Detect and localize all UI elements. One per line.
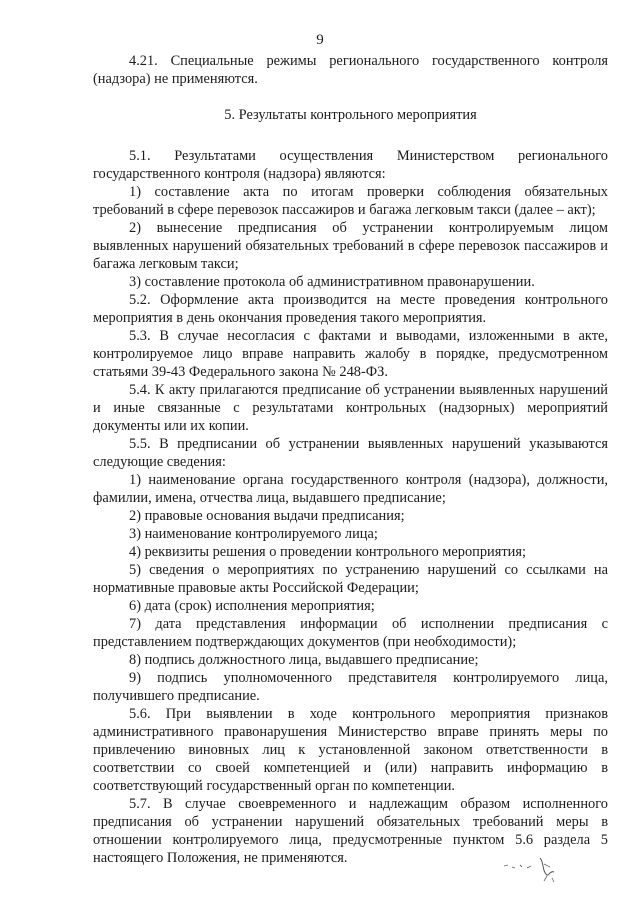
- section-heading: 5. Результаты контрольного мероприятия: [224, 107, 477, 123]
- list-item: 1) наименование органа государственного контроля (надзора), должности, фамилии, имена, отчества лица, выдавшего предписание;: [93, 472, 608, 506]
- list-item: 8) подпись должностного лица, выдавшего предписание;: [129, 652, 479, 668]
- paragraph-5-5: 5.5. В предписании об устранении выявленных нарушений указываются следующие сведения:: [93, 436, 608, 470]
- paragraph-5-3: 5.3. В случае несогласия с фактами и выводами, изложенными в акте, контролируемое лицо вправе направить жалобу в порядке, предусмотренном статьями 39-43 Федерального закона № 248-ФЗ.: [93, 328, 608, 380]
- list-item: 7) дата представления информации об исполнении предписания с представлением подтверждающих документов (при необходимости);: [93, 616, 608, 650]
- prescription-details-list: [93, 471, 608, 705]
- list-item: 2) правовые основания выдачи предписания;: [129, 508, 405, 524]
- paragraph-5-7: 5.7. В случае своевременного и надлежащим образом исполненного предписания об устранении нарушений обязательных требований меры в отношении контролируемого лица, предусмотренные пунктом 5.6 раздела 5 настоящего Положения, не применяются.: [93, 796, 608, 866]
- paragraph-5-1: 5.1. Результатами осуществления Министерством регионального государственного контроля (надзора) являются:: [93, 148, 608, 182]
- results-list: [93, 183, 608, 291]
- paragraph-5-2: 5.2. Оформление акта производится на месте проведения контрольного мероприятия в день окончания проведения такого мероприятия.: [93, 292, 608, 326]
- list-item: 1) составление акта по итогам проверки соблюдения обязательных требований в сфере перевозок пассажиров и багажа легковым такси (далее – акт);: [93, 184, 608, 218]
- list-item: 5) сведения о мероприятиях по устранению нарушений со ссылками на нормативные правовые акты Российской Федерации;: [93, 562, 608, 596]
- list-item: 6) дата (срок) исполнения мероприятия;: [129, 598, 375, 614]
- paragraph-4-21: 4.21. Специальные режимы регионального государственного контроля (надзора) не применяются.: [93, 53, 608, 87]
- page-number: 9: [316, 32, 324, 48]
- document-body: [93, 52, 608, 867]
- list-item: 4) реквизиты решения о проведении контрольного мероприятия;: [129, 544, 526, 560]
- paragraph-5-4: 5.4. К акту прилагаются предписание об устранении выявленных нарушений и иные связанные с результатами контрольных (надзорных) мероприятий документы или их копии.: [93, 382, 608, 434]
- list-item: 3) наименование контролируемого лица;: [129, 526, 378, 542]
- list-item: 9) подпись уполномоченного представителя контролируемого лица, получившего предписание.: [93, 670, 608, 704]
- list-item: 2) вынесение предписания об устранении контролируемым лицом выявленных нарушений обязательных требований в сфере перевозок пассажиров и багажа легковым такси;: [93, 220, 608, 272]
- signature-mark: [500, 852, 566, 886]
- list-item: 3) составление протокола об административном правонарушении.: [129, 274, 535, 290]
- paragraph-5-6: 5.6. При выявлении в ходе контрольного мероприятия признаков административного правонарушения Министерство вправе принять меры по привлечению виновных лиц к установленной законом ответственности в соответствии со своей компетенцией и (или) направить информацию в соответствующий государственный орган по компетенции.: [93, 706, 608, 794]
